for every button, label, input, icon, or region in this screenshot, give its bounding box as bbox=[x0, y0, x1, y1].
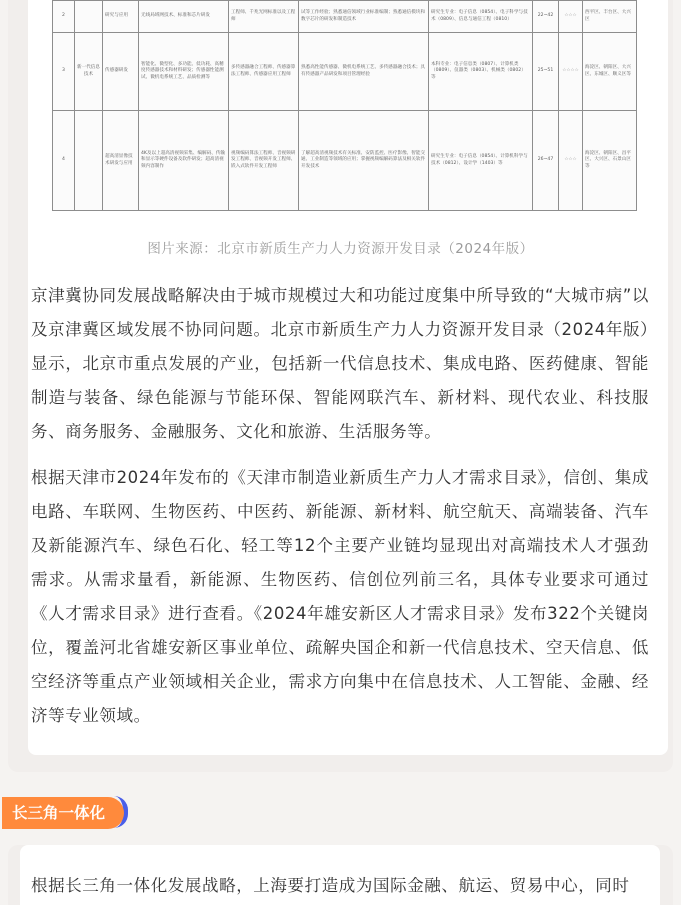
talent-catalog-table bbox=[52, 0, 637, 211]
cell-district: 西平区、丰台区、大兴区 bbox=[583, 1, 637, 33]
table-row bbox=[53, 1, 637, 33]
section-title: 长三角一体化 bbox=[2, 797, 124, 829]
cell-count: 25~51 bbox=[533, 33, 559, 111]
table-row bbox=[53, 111, 637, 211]
cell-scope: 4K及以上超高清视频采集、编解码、传输和显示等硬件设备及软件研发；超高清视频内容制作 bbox=[139, 111, 229, 211]
cell-category bbox=[75, 111, 103, 211]
cell-skills: 了解超高清视频技术有关标准、安防监控、医疗影像、智能交通、工业制造等领域的应用；掌握视频编解码算法及相关软件开发技术 bbox=[299, 111, 429, 211]
cell-count: 22~42 bbox=[533, 1, 559, 33]
paragraph-beijing: 京津冀协同发展战略解决由于城市规模过大和功能过度集中所导致的“大城市病”以及京津冀区域发展不协同问题。北京市新质生产力人力资源开发目录（2024年版）显示，北京市重点发展的产业，包括新一代信息技术、集成电路、医药健康、智能制造与装备、绿色能源与节能环保、智能网联汽车、新材料、现代农业、科技服务、商务服务、金融服务、文化和旅游、生活服务等。 bbox=[31, 286, 649, 441]
paragraph-yangtze-delta: 根据长三角一体化发展战略，上海要打造成为国际金融、航运、贸易中心，同时 bbox=[31, 876, 630, 895]
cell-district: 海淀区、朝阳区、大兴区、东城区、顺义区等 bbox=[583, 33, 637, 111]
cell-stars: ☆☆☆ bbox=[559, 1, 583, 33]
cell-direction: 传感器研发 bbox=[103, 33, 139, 111]
cell-majors: 本科专业：电子信息类（0807）、计算机类（0809）、仪器类（0803）、机械类（0802）等 bbox=[429, 33, 533, 111]
table-row bbox=[53, 33, 637, 111]
cell-direction: 超高清显像技术研发与应用 bbox=[103, 111, 139, 211]
cell-majors: 研究生专业：电子信息（0854）、电子科学与技术（0809）、信息与通信工程（0810） bbox=[429, 1, 533, 33]
cell-majors: 研究生专业：电子信息（0854）、计算机科学与技术（0812）、设计学（1403）等 bbox=[429, 111, 533, 211]
cell-stars: ☆☆☆☆ bbox=[559, 33, 583, 111]
cell-skills: 熟悉高性能传感器、微机电系统工艺、多传感器融合技术；具有传感器产品研发和项目管理经验 bbox=[299, 33, 429, 111]
cell-roles: 多传感器融合工程师、传感器算法工程师、传感器应用工程师 bbox=[229, 33, 299, 111]
cell-category bbox=[75, 1, 103, 33]
cell-scope: 无线局域网技术、标准和芯片研发 bbox=[139, 1, 229, 33]
paragraph-tianjin-xiongan: 根据天津市2024年发布的《天津市制造业新质生产力人才需求目录》，信创、集成电路、车联网、生物医药、中医药、新能源、新材料、航空航天、高端装备、汽车及新能源汽车、绿色石化、轻工等12个主要产业链均显现出对高端技术人才强劲需求。从需求量看，新能源、生物医药、信创位列前三名，具体专业要求可通过《人才需求目录》进行查看。《2024年雄安新区人才需求目录》发布322个关键岗位，覆盖河北省雄安新区事业单位、疏解央国企和新一代信息技术、空天信息、低空经济等重点产业领域相关企业，需求方向集中在信息技术、人工智能、金融、经济等专业领域。 bbox=[31, 468, 649, 725]
cell-count: 26~47 bbox=[533, 111, 559, 211]
cell-category: 新一代信息技术 bbox=[75, 33, 103, 111]
image-caption: 图片来源：北京市新质生产力人力资源开发目录（2024年版） bbox=[147, 241, 534, 257]
cell-no: 3 bbox=[53, 33, 75, 111]
cell-direction: 研究与应用 bbox=[103, 1, 139, 33]
cell-district: 海淀区、朝阳区、昌平区、大兴区、石景山区等 bbox=[583, 111, 637, 211]
cell-stars: ☆☆☆ bbox=[559, 111, 583, 211]
cell-no: 2 bbox=[53, 1, 75, 33]
cell-scope: 智能化、微型化、多功能、低功耗、高精度传感器技术和材料研发；传感器性能测试、微机电系统工艺、品质检测等 bbox=[139, 33, 229, 111]
cell-skills: 试等工作经验；熟悉通信领域行业标准编制；熟悉通信模块和数字芯片的研发和制造技术 bbox=[299, 1, 429, 33]
cell-roles: 视频编码算法工程师、音视频研发工程师、音视频开发工程师、嵌入式软件开发工程师 bbox=[229, 111, 299, 211]
table-screenshot bbox=[52, 0, 636, 211]
cell-roles: 工程师、千兆光网标准以及工程师 bbox=[229, 1, 299, 33]
cell-no: 4 bbox=[53, 111, 75, 211]
